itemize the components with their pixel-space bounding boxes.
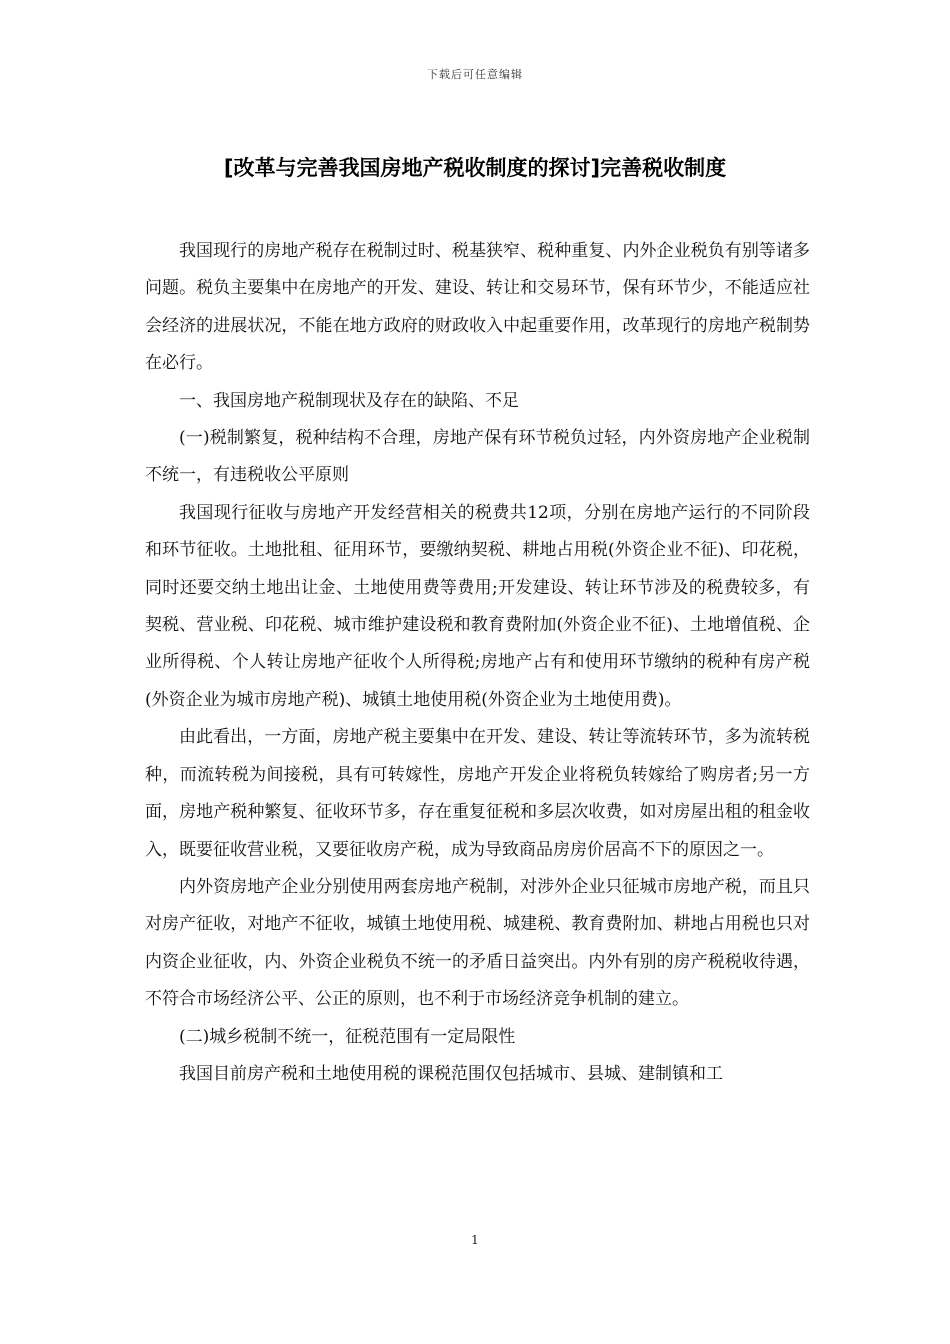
header-note: 下载后可任意编辑 [427, 68, 523, 81]
document-title: [改革与完善我国房地产税收制度的探讨]完善税收制度 [223, 156, 727, 180]
document-body [145, 233, 810, 1093]
paragraph-intro: 我国现行的房地产税存在税制过时、税基狭窄、税种重复、内外企业税负有别等诸多问题。税负主要集中在房地产的开发、建设、转让和交易环节，保有环节少，不能适应社会经济的进展状况，不能在地方政府的财政收入中起重要作用，改革现行的房地产税制势在必行。 [145, 241, 810, 374]
paragraph-scope: 我国目前房产税和土地使用税的课税范围仅包括城市、县城、建制镇和工 [179, 1063, 723, 1084]
paragraph-taxes-list: 我国现行征收与房地产开发经营相关的税费共12项，分别在房地产运行的不同阶段和环节征收。土地批租、征用环节，要缴纳契税、耕地占用税(外资企业不征)、印花税，同时还要交纳土地出让金、土地使用费等费用;开发建设、转让环节涉及的税费较多，有契税、营业税、印花税、城市维护建设税和教育费附加(外资企业不征)、土地增值税、企业所得税、个人转让房地产征收个人所得税;房地产占有和使用环节缴纳的税种有房产税(外资企业为城市房地产税)、城镇土地使用税(外资企业为土地使用费)。 [145, 502, 810, 710]
subsection-heading-2: (二)城乡税制不统一，征税范围有一定局限性 [179, 1026, 516, 1047]
paragraph-analysis: 由此看出，一方面，房地产税主要集中在开发、建设、转让等流转环节，多为流转税种，而流转税为间接税，具有可转嫁性，房地产开发企业将税负转嫁给了购房者;另一方面，房地产税种繁复、征收环节多，存在重复征税和多层次收费，如对房屋出租的租金收入，既要征收营业税，又要征收房产税，成为导致商品房房价居高不下的原因之一。 [145, 727, 810, 860]
section-heading-1: 一、我国房地产税制现状及存在的缺陷、不足 [179, 390, 519, 411]
page-number: 1 [471, 1233, 479, 1247]
paragraph-domestic-foreign: 内外资房地产企业分别使用两套房地产税制，对涉外企业只征城市房地产税，而且只对房产征收，对地产不征收，城镇土地使用税、城建税、教育费附加、耕地占用税也只对内资企业征收，内、外资企业税负不统一的矛盾日益突出。内外有别的房产税税收待遇，不符合市场经济公平、公正的原则，也不利于市场经济竞争机制的建立。 [145, 876, 810, 1010]
subsection-heading-1: (一)税制繁复，税种结构不合理，房地产保有环节税负过轻，内外资房地产企业税制不统一，有违税收公平原则 [145, 428, 810, 486]
